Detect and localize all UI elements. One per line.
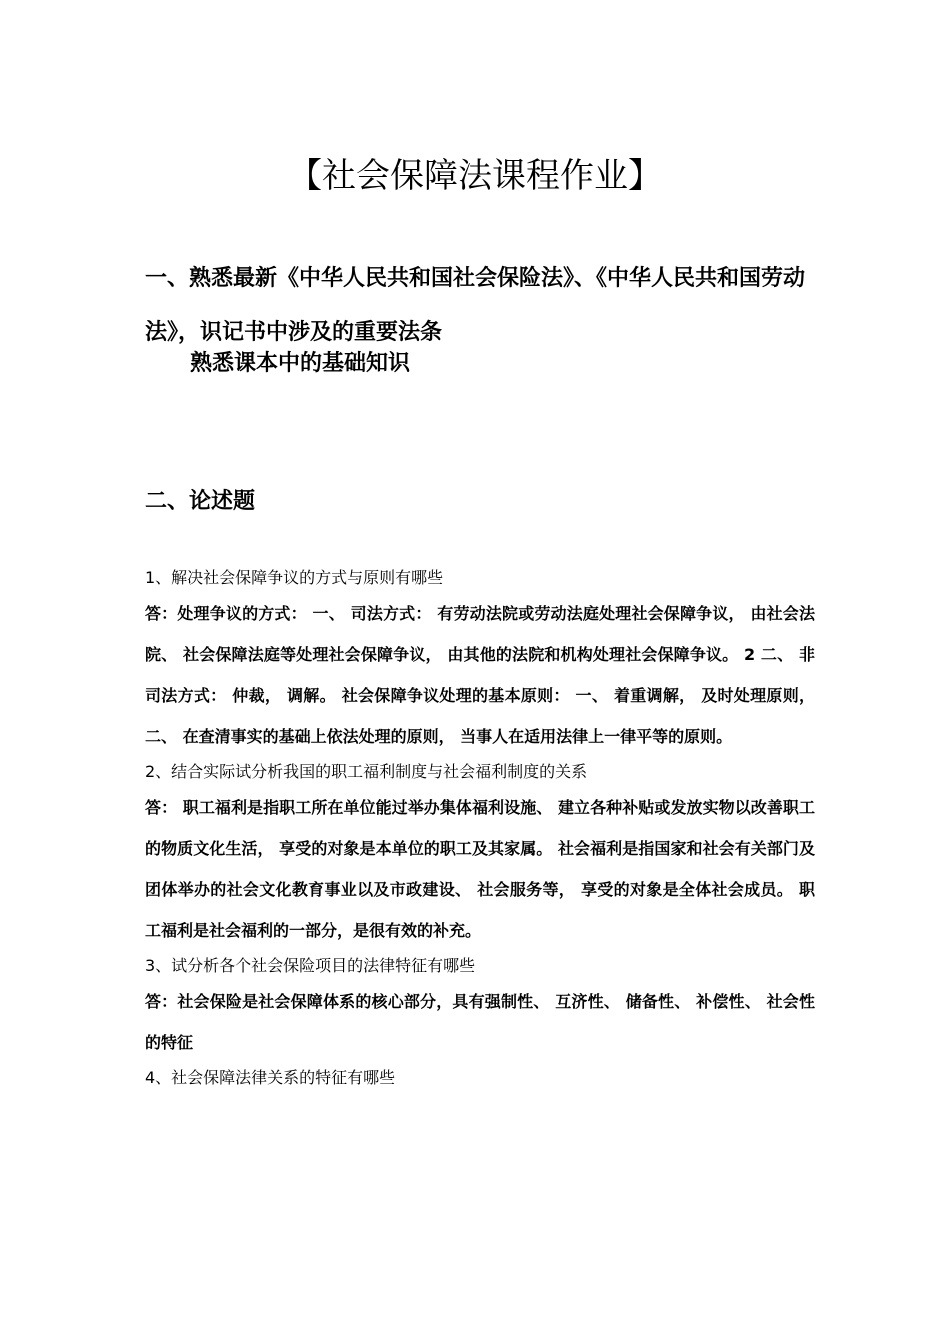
document-title: 【社会保障法课程作业】 xyxy=(288,156,662,196)
answer-3: 答：社会保险是社会保障体系的核心部分，具有强制性、 互济性、 储备性、 补偿性、 社会性的特征 xyxy=(145,992,815,1052)
question-2: 2、结合实际试分析我国的职工福利制度与社会福利制度的关系 xyxy=(145,762,588,781)
section-1-heading: 一、熟悉最新《中华人民共和国社会保险法》、《中华人民共和国劳动法》，识记书中涉及的重要法条 xyxy=(145,266,806,345)
answer-1: 答：处理争议的方式： 一、 司法方式： 有劳动法院或劳动法庭处理社会保障争议， 由社会法院、 社会保障法庭等处理社会保障争议， 由其他的法院和机构处理社会保障争议。 2 二、 非司法方式： 仲裁， 调解。 社会保障争议处理的基本原则： 一、 着重调解， 及时处理原则， 二、 在查清事实的基础上依法处理的原则， 当事人在适用法律上一律平等的原则。 xyxy=(145,604,815,746)
answer-2: 答： 职工福利是指职工所在单位能过举办集体福利设施、 建立各种补贴或发放实物以改善职工的物质文化生活， 享受的对象是本单位的职工及其家属。 社会福利是指国家和社会有关部门及团体举办的社会文化教育事业以及市政建设、 社会服务等， 享受的对象是全体社会成员。 职工福利是社会福利的一部分，是很有效的补充。 xyxy=(145,798,815,940)
section-1-subheading: 熟悉课本中的基础知识 xyxy=(190,351,411,376)
section-2-heading: 二、论述题 xyxy=(145,489,256,514)
question-1: 1、解决社会保障争议的方式与原则有哪些 xyxy=(145,568,444,587)
question-4: 4、社会保障法律关系的特征有哪些 xyxy=(145,1068,396,1087)
question-3: 3、试分析各个社会保险项目的法律特征有哪些 xyxy=(145,956,476,975)
question-list xyxy=(145,563,815,1093)
